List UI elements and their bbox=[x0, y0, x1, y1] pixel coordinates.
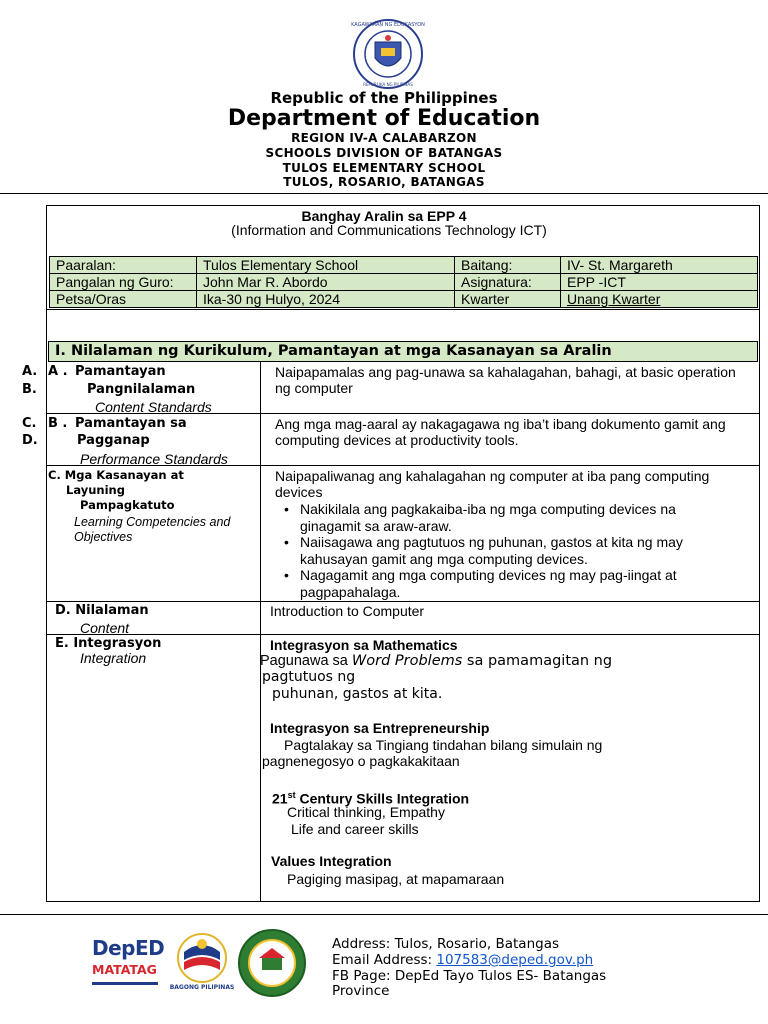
outer-marker: B. bbox=[22, 382, 37, 397]
entre-line: Pagtalakay sa Tingiang tindahan bilang simulain ng bbox=[284, 737, 603, 753]
footer-address: Address: Tulos, Rosario, Batangas bbox=[332, 936, 559, 952]
row-title: C. Mga Kasanayan at bbox=[48, 468, 184, 482]
baitang-label: Baitang: bbox=[454, 256, 561, 274]
division-line: SCHOOLS DIVISION OF BATANGAS bbox=[265, 146, 503, 160]
outer-marker: A. bbox=[22, 364, 38, 379]
petsa-value: Ika-30 ng Hulyo, 2024 bbox=[196, 290, 455, 308]
row-title: Pamantayan sa bbox=[75, 416, 187, 431]
row-title: D. Nilalaman bbox=[55, 603, 149, 618]
row-english-label: Performance Standards bbox=[80, 451, 228, 467]
math-heading: Integrasyon sa Mathematics bbox=[270, 637, 458, 653]
asignatura-value: EPP -ICT bbox=[560, 273, 758, 291]
logo-matatag-text: MATATAG bbox=[92, 962, 157, 977]
footer-fb-page: FB Page: DepEd Tayo Tulos ES- Batangas bbox=[332, 968, 607, 984]
footer-divider bbox=[0, 914, 768, 915]
math-line: puhunan, gastos at kita. bbox=[272, 686, 443, 702]
paaralan-label: Paaralan: bbox=[49, 256, 197, 274]
row-content: Ang mga mag-aaral ay nakagagawa ng iba’t ibang dokumento gamit ang computing devices at productivity tools. bbox=[275, 416, 726, 448]
row-title: Pagganap bbox=[77, 433, 150, 448]
row-divider bbox=[46, 601, 760, 602]
row-letter: A . bbox=[48, 364, 68, 379]
row-english-label: Learning Competencies and Objectives bbox=[74, 515, 231, 544]
outer-marker: D. bbox=[22, 433, 38, 448]
century-text: Century Skills Integration bbox=[295, 790, 470, 807]
footer-email-label: Email Address: bbox=[332, 952, 437, 968]
century-line: Critical thinking, Empathy bbox=[287, 804, 445, 820]
row-english-label: Content Standards bbox=[95, 399, 212, 415]
math-line bbox=[260, 653, 612, 670]
deped-matatag-logo bbox=[90, 935, 165, 997]
row-content-intro: Naipapaliwanag ang kahalagahan ng computer at iba pang computing devices bbox=[275, 468, 710, 500]
entre-line: pagnenegosyo o pagkakakitaan bbox=[262, 753, 460, 769]
row-title: Pampagkatuto bbox=[80, 498, 175, 512]
century-line: Life and career skills bbox=[291, 821, 419, 837]
seal-text: KAGAWARAN NG EDUKASYON bbox=[351, 22, 425, 28]
region-line: REGION IV-A CALABARZON bbox=[291, 131, 477, 145]
math-text: Pagunawa sa bbox=[260, 653, 352, 669]
logo-bagong-text: BAGONG PILIPINAS bbox=[169, 984, 235, 991]
divider bbox=[46, 309, 760, 310]
petsa-label: Petsa/Oras bbox=[49, 290, 197, 308]
kwarter-label: Kwarter bbox=[454, 290, 561, 308]
footer-fb-page: Province bbox=[332, 983, 390, 999]
objective-item: • Naiisagawa ang pagtutuos ng puhunan, gastos at kita ng may kahusayan gamit ang mga computing devices. bbox=[272, 534, 732, 567]
math-line: pagtutuos ng bbox=[262, 669, 356, 685]
entre-heading: Integrasyon sa Entrepreneurship bbox=[270, 720, 490, 736]
row-letter: B . bbox=[48, 416, 68, 431]
row-divider bbox=[46, 634, 760, 635]
objective-item: • Nakikilala ang pagkakaiba-iba ng mga computing devices na ginagamit sa araw-araw. bbox=[272, 501, 732, 534]
plan-subtitle: (Information and Communications Technology ICT) bbox=[231, 222, 547, 238]
paaralan-value: Tulos Elementary School bbox=[196, 256, 455, 274]
century-number: 21 bbox=[272, 790, 288, 807]
column-divider bbox=[260, 362, 261, 902]
deped-seal-logo bbox=[349, 18, 427, 96]
header-divider bbox=[0, 193, 768, 194]
row-english-label: Content bbox=[80, 620, 130, 636]
values-line: Pagiging masipag, at mapamaraan bbox=[287, 871, 505, 887]
values-heading: Values Integration bbox=[271, 853, 392, 869]
tulos-school-logo bbox=[237, 928, 307, 998]
row-title: Pangnilalaman bbox=[87, 382, 196, 397]
math-text: sa pamamagitan ng bbox=[462, 653, 613, 669]
objective-item: • Nagagamit ang mga computing devices ng may pag-iingat at pagpapahalaga. bbox=[272, 567, 732, 600]
section1-heading: I. Nilalaman ng Kurikulum, Pamantayan at mga Kasanayan sa Aralin bbox=[48, 341, 758, 362]
seal-subtext: REPUBLIKA NG PILIPINAS bbox=[363, 82, 413, 87]
footer-email-line bbox=[332, 953, 593, 969]
row-title: Layuning bbox=[66, 483, 125, 497]
plan-title: Banghay Aralin sa EPP 4 bbox=[301, 208, 467, 224]
logo-deped-text: DepED bbox=[92, 936, 165, 960]
row-english-label: Integration bbox=[80, 650, 147, 666]
math-italic: Word Problems bbox=[351, 653, 463, 669]
row-content: Naipapamalas ang pag-unawa sa kahalagahan, bahagi, at basic operation ng computer bbox=[275, 364, 736, 396]
row-content: Introduction to Computer bbox=[270, 603, 425, 619]
footer-email-link[interactable]: 107583@deped.gov.ph bbox=[436, 952, 594, 968]
asignatura-label: Asignatura: bbox=[454, 273, 561, 291]
republic-line: Republic of the Philippines bbox=[270, 89, 498, 107]
department-title: Department of Education bbox=[227, 106, 541, 131]
guro-label: Pangalan ng Guro: bbox=[49, 273, 197, 291]
guro-value: John Mar R. Abordo bbox=[196, 273, 455, 291]
baitang-value: IV- St. Margareth bbox=[560, 256, 758, 274]
row-title: E. Integrasyon bbox=[55, 636, 162, 651]
outer-marker: C. bbox=[22, 416, 37, 431]
school-line: TULOS ELEMENTARY SCHOOL bbox=[282, 161, 486, 175]
row-title: Pamantayan bbox=[75, 364, 166, 379]
address-line: TULOS, ROSARIO, BATANGAS bbox=[283, 175, 485, 189]
logo-underline bbox=[92, 982, 158, 985]
century-superscript: st bbox=[287, 790, 296, 800]
kwarter-value: Unang Kwarter bbox=[560, 290, 758, 308]
bagong-pilipinas-logo bbox=[170, 930, 234, 996]
objectives-list bbox=[272, 501, 732, 600]
